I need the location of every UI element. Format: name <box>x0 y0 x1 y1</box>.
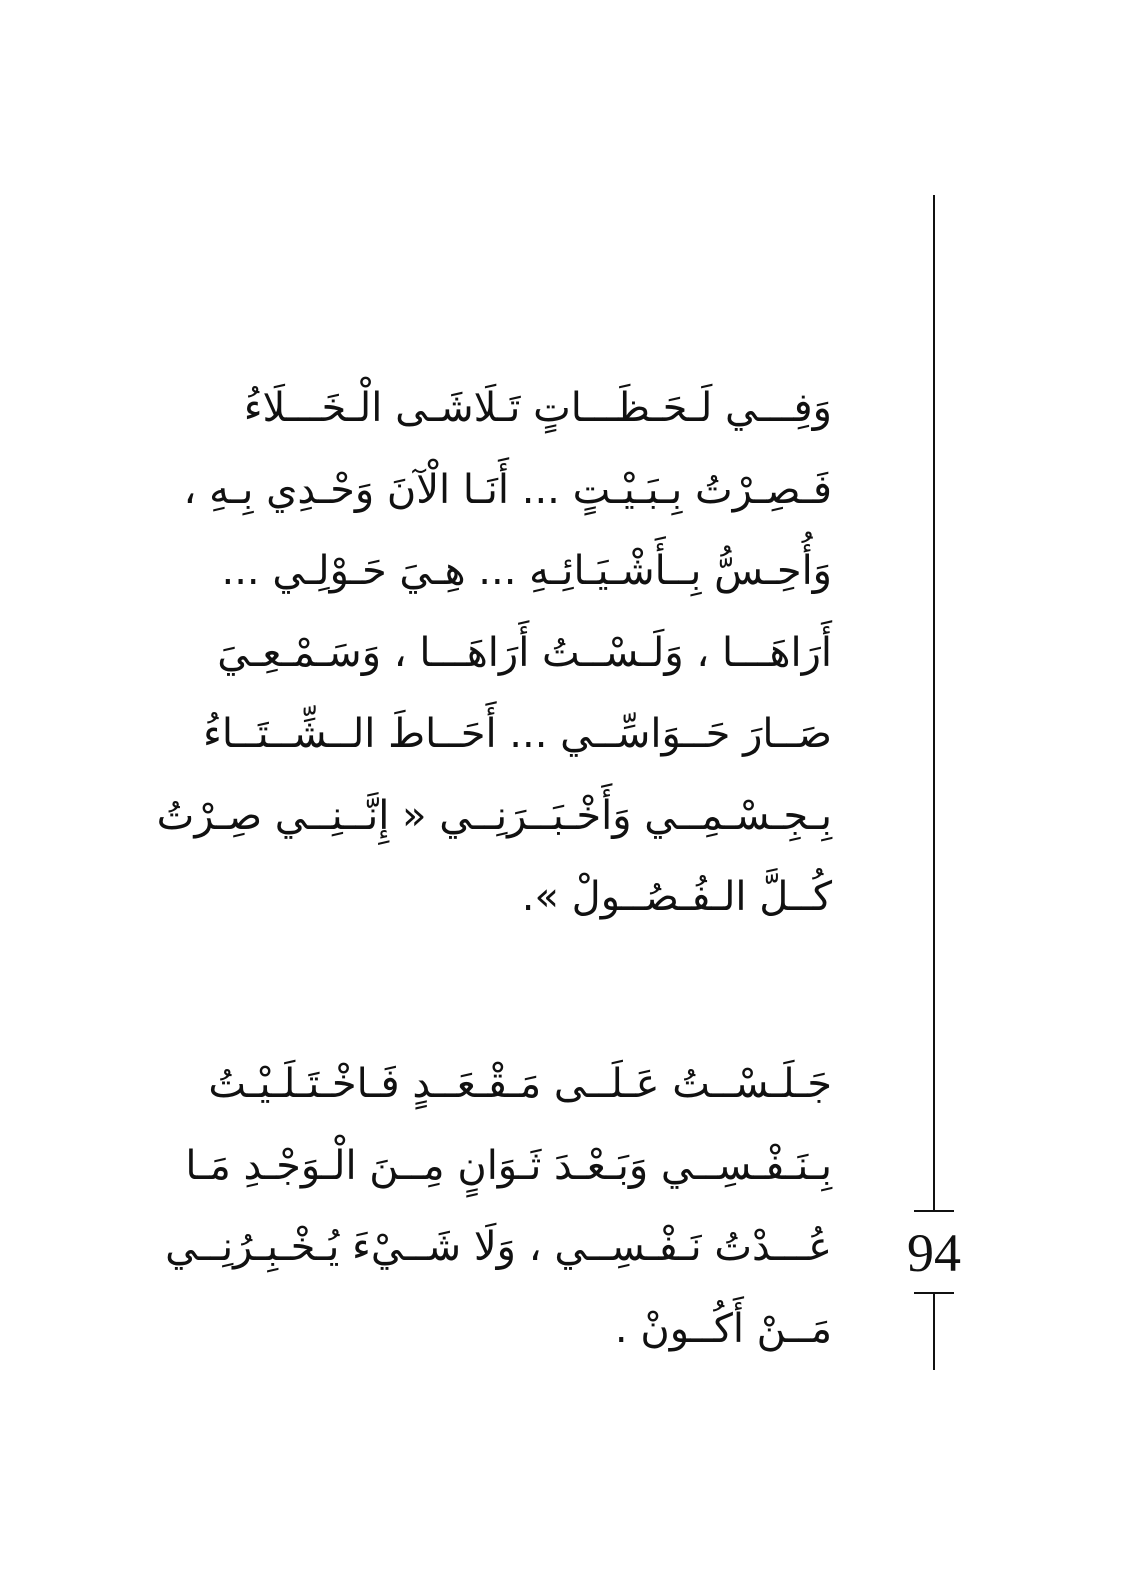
poem-line: كُــلَّ الـفُـصُــولْ ». <box>521 874 832 920</box>
poem-stanza-2 <box>160 1044 832 1370</box>
poem-line: صَــارَ حَــوَاسِّــي ... أَحَــاطَ الــشِّــتَــاءُ <box>203 711 832 757</box>
poem-line: جَـلَـسْــتُ عَـلَــى مَـقْـعَــدٍ فَـاخْـتَـلَـيْـتُ <box>208 1061 832 1107</box>
poem-line: وَأُحِـسُّ بِــأَشْـيَـائِـهِ ... هِـيَ حَـوْلِـي ... <box>221 548 832 594</box>
margin-rule-bottom <box>933 1294 935 1370</box>
poem-line: وَفِـــي لَـحَـظَـــاتٍ تَـلَاشَـى الْـخَـــلَاءُ <box>243 385 832 431</box>
page-number-tick-top <box>914 1210 954 1212</box>
poem-stanza-1 <box>156 368 832 939</box>
poem-line: أَرَاهَـــا ، وَلَـسْــتُ أَرَاهَـــا ، وَسَـمْـعِـيَ <box>217 629 832 676</box>
poem-line: عُـــدْتُ نَـفْـسِــي ، وَلَا شَــيْءَ يُـخْـبِـرُنِــي <box>165 1224 832 1270</box>
page-number: 94 <box>907 1223 961 1283</box>
poem-line: فَـصِـرْتُ بِـبَـيْـتٍ ... أَنَـا الْآنَ وَحْـدِي بِـهِ ، <box>183 466 832 513</box>
poem-line: بِـنَـفْـسِــي وَبَـعْـدَ ثَـوَانٍ مِــنَ الْـوَجْـدِ مَـا <box>185 1142 832 1189</box>
margin-rule-top <box>933 195 935 1210</box>
poem-line: مَــنْ أَكُــونْ . <box>614 1305 832 1352</box>
poem-line: بِـجِـسْـمِــي وَأَخْـبَــرَنِــي « إِنَّــنِــي صِـرْتُ <box>156 792 832 839</box>
